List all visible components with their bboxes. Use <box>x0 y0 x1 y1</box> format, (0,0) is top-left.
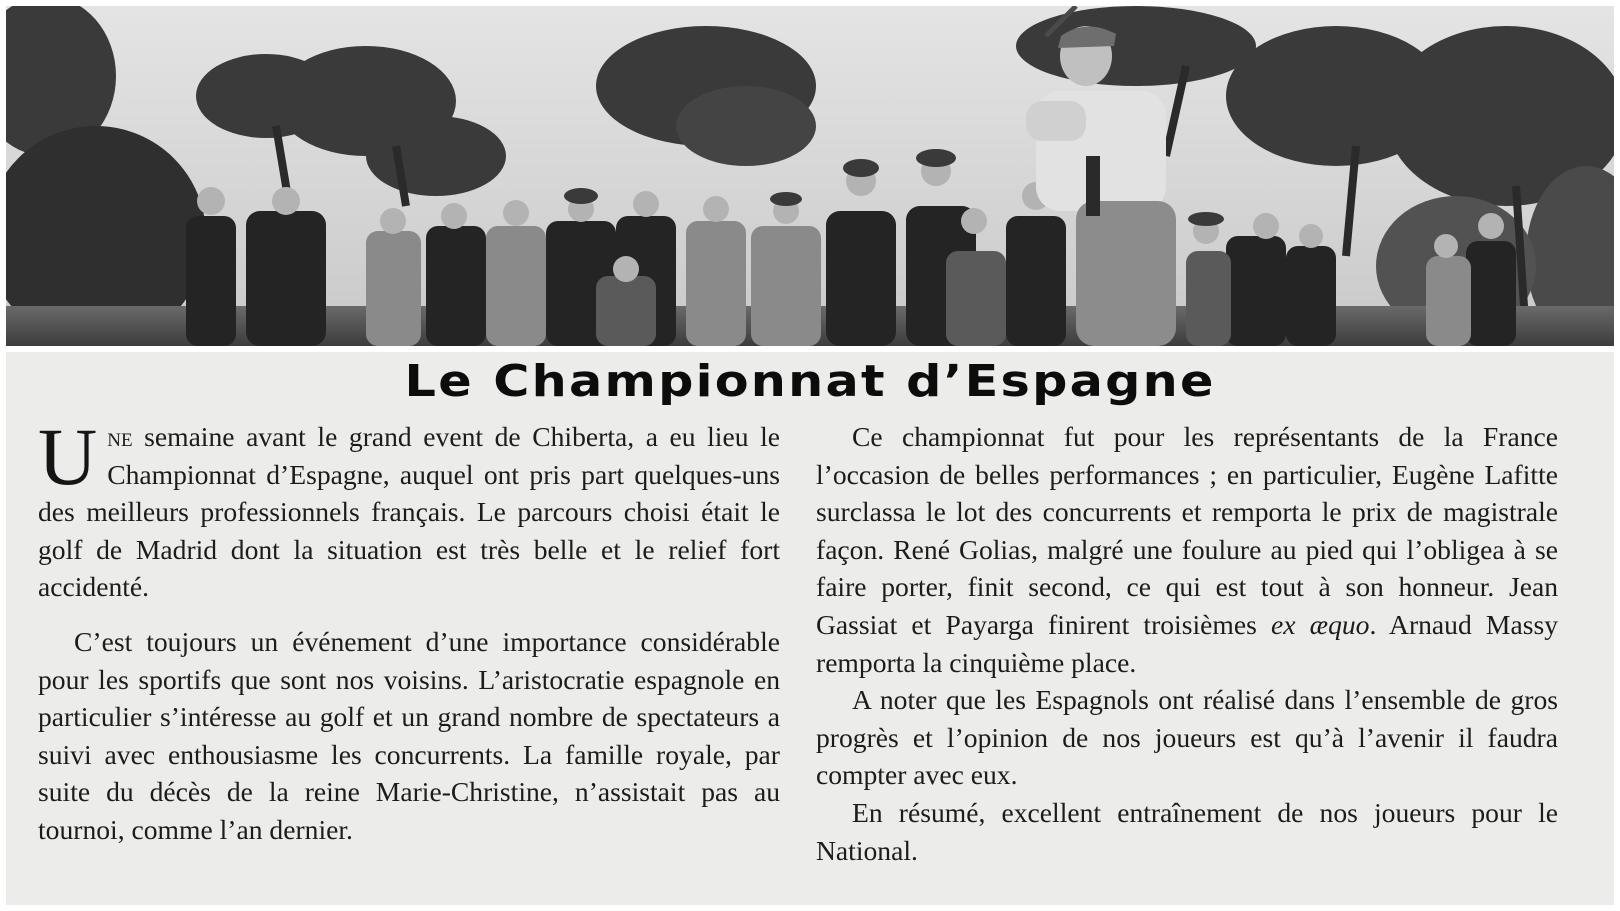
paragraph-progress: A noter que les Espagnols ont réalisé dans l’ensemble de gros progrès et l’opinion de nos joueurs est qu’à l’avenir il faudra compter avec eux. <box>816 684 1558 791</box>
photo-illustration <box>6 6 1614 346</box>
paragraph-event: C’est toujours un événement d’une importance considérable pour les sportifs que sont nos voisins. L’aristocratie espagnole en particulier s’intéresse au golf et un grand nombre de spectateurs a suivi avec enthousiasme les concurrents. La famille royale, par suite du décès de la reine Marie-Christine, n’assistait pas au tournoi, comme l’an dernier. <box>38 625 780 845</box>
paragraph-results <box>816 418 1558 681</box>
dropcap-letter: U <box>38 411 98 502</box>
results-italic: ex æquo <box>1271 608 1370 640</box>
article-title-text: Le Championnat d’Espagne <box>404 356 1216 407</box>
left-column <box>38 411 780 849</box>
results-text-end: . Arnaud Massy remporta la cinquième place. <box>816 608 1558 678</box>
results-text: Ce championnat fut pour les représentants de la France l’occasion de belles performances ; en particulier, Eugène Lafitte surclassa le lot des concurrents et remporta le prix de magistrale façon. René Golias, malgré une foulure au pied qui l’obligea à se faire porter, finit second, ce qui est tout à son honneur. Jean Gassiat et Payarga finirent troisièmes <box>816 421 1558 640</box>
right-column <box>816 418 1558 869</box>
article-title <box>6 356 1614 407</box>
lead-word: ne <box>107 421 133 452</box>
paragraph-summary: En résumé, excellent entraînement de nos joueurs pour le National. <box>816 796 1558 866</box>
golf-crowd-photo <box>6 6 1614 346</box>
intro-text: semaine avant le grand event de Chiberta, a eu lieu le Championnat d’Espagne, auquel ont pris part quelques-uns des meilleurs professionnels français. Le parcours choisi était le golf de Madrid dont la situation est très belle et le relief fort accidenté. <box>38 421 780 603</box>
article <box>6 352 1614 905</box>
paragraph-intro <box>38 411 780 606</box>
